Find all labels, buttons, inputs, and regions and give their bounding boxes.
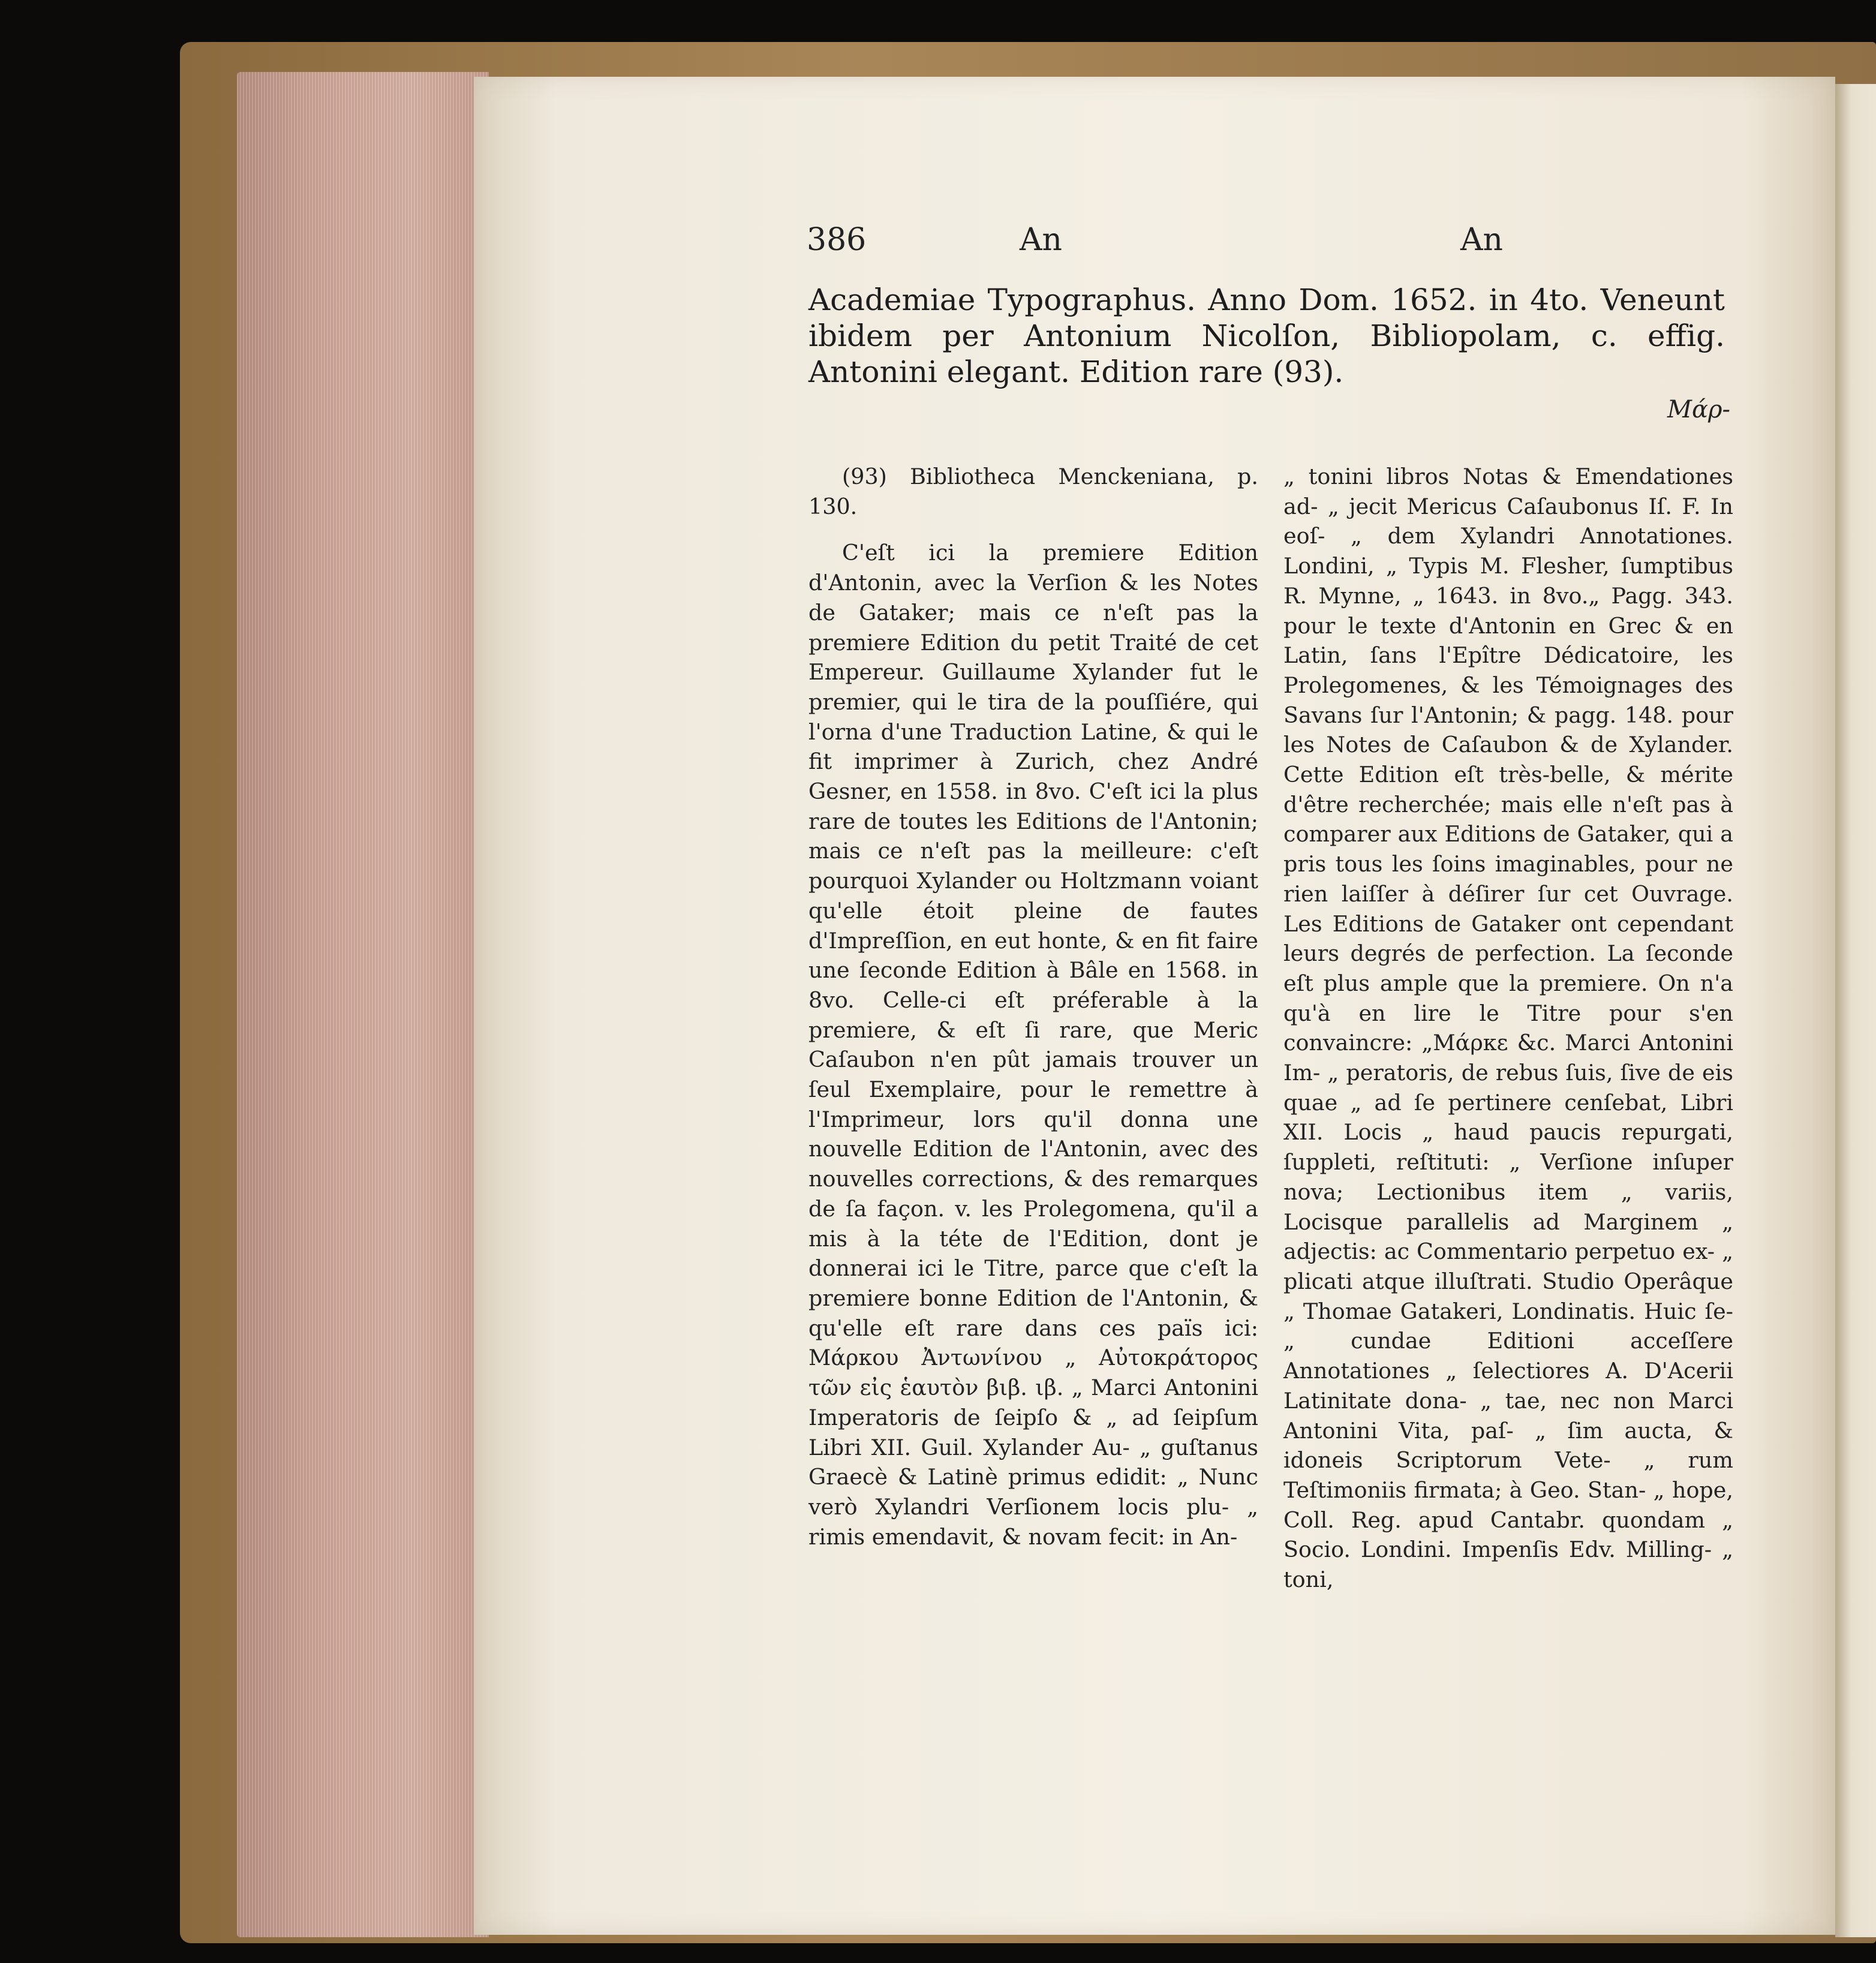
- right-column: [1283, 462, 1733, 1595]
- catchword: Μάρ-: [1667, 396, 1730, 423]
- footnote-paragraph: C'eſt ici la premiere Edition d'Antonin, avec la Verſion & les Notes de Gataker; mais ce n'eſt pas la premiere Edition du petit Traité de cet Empereur. Guillaume Xylander fut le premier, qui le tira de la pouſſiére, qui l'orna d'une Traduction Latine, & qui le fit imprimer à Zurich, chez André Gesner, en 1558. in 8vo. C'eſt ici la plus rare de toutes les Editions de l'Antonin; mais ce n'eſt pas la meilleure: c'eſt pourquoi Xylander ou Holtzmann voiant qu'elle étoit pleine de fautes d'Impreſſion, en eut honte, & en fit faire une ſeconde Edition à Bâle en 1568. in 8vo. Celle-ci eſt préferable à la premiere, & eſt ſi rare, que Meric Caſaubon n'en pût jamais trouver un ſeul Exemplaire, pour le remettre à l'Imprimeur, lors qu'il donna une nouvelle Edition de l'Antonin, avec des nouvelles corrections, & des remarques de ſa façon. v. les Prolegomena, qu'il a mis à la téte de l'Edition, dont je donnerai ici le Titre, parce que c'eſt la premiere bonne Edition de l'Antonin, & qu'elle eſt rare dans ces païs ici: Μάρκου Ἀντωνίνου „ Αὐτοκράτορος τῶν εἰς ἑαυτὸν βιβ. ιβ. „ Marci Antonini Imperatoris de ſeipſo & „ ad ſeipſum Libri XII. Guil. Xylander Au- „ guſtanus Graecè & Latinè primus edidit: „ Nunc verò Xylandri Verſionem locis plu- „ rimis emendavit, & novam fecit: in An-: [808, 540, 1258, 1550]
- facing-page-edge: [1835, 84, 1876, 1937]
- footnote-continuation: „ tonini libros Notas & Emendationes ad- „ jecit Mericus Caſaubonus Iſ. F. In eoſ- „ dem Xylandri Annotationes. Londini, „ Typis M. Flesher, ſumptibus R. Mynne, „ 1643. in 8vo.„ Pagg. 343. pour le texte d'Antonin en Grec & en Latin, ſans l'Epître Dédicatoire, les Prolegomenes, & les Témoignages des Savans ſur l'Antonin; & pagg. 148. pour les Notes de Caſaubon & de Xylander. Cette Edition eſt très-belle, & mérite d'être recherchée; mais elle n'eſt pas à comparer aux Editions de Gataker, qui a pris tous les ſoins imaginables, pour ne rien laiſſer à déſirer ſur cet Ouvrage. Les Editions de Gataker ont cependant leurs degrés de perfection. La ſeconde eſt plus ample que la premiere. On n'a qu'à en lire le Titre pour s'en convaincre: „Μάρκε &c. Marci Antonini Im- „ peratoris, de rebus ſuis, ſive de eis quae „ ad ſe pertinere cenſebat, Libri XII. Locis „ haud paucis repurgati, ſuppleti, reſtituti: „ Verſione inſuper nova; Lectionibus item „ variis, Locisque parallelis ad Marginem „ adjectis: ac Commentario perpetuo ex- „ plicati atque illuſtrati. Studio Operâque „ Thomae Gatakeri, Londinatis. Huic ſe- „ cundae Editioni acceſſere Annotationes „ ſelectiores A. D'Acerii Latinitate dona- „ tae, nec non Marci Antonini Vita, paſ- „ ſim aucta, & idoneis Scriptorum Vete- „ rum Teſtimoniis firmata; à Geo. Stan- „ hope, Coll. Reg. apud Cantabr. quondam „ Socio. Londini. Impenſis Edv. Milling- „ toni,: [1283, 464, 1733, 1593]
- page-edges: [237, 72, 489, 1937]
- running-head-right: An: [1460, 222, 1504, 258]
- continued-text: [808, 282, 1725, 390]
- footnote-reference: (93) Bibliotheca Menckeniana, p. 130.: [808, 464, 1258, 519]
- running-head-left: An: [1020, 222, 1063, 258]
- page-number: 386: [807, 222, 867, 258]
- left-column: [808, 462, 1258, 1552]
- top-paragraph: Academiae Typographus. Anno Dom. 1652. in 4to. Veneunt ibidem per Antonium Nicolſon, Bibliopolam, c. effig. Antonini elegant. Edition rare (93).: [808, 282, 1725, 389]
